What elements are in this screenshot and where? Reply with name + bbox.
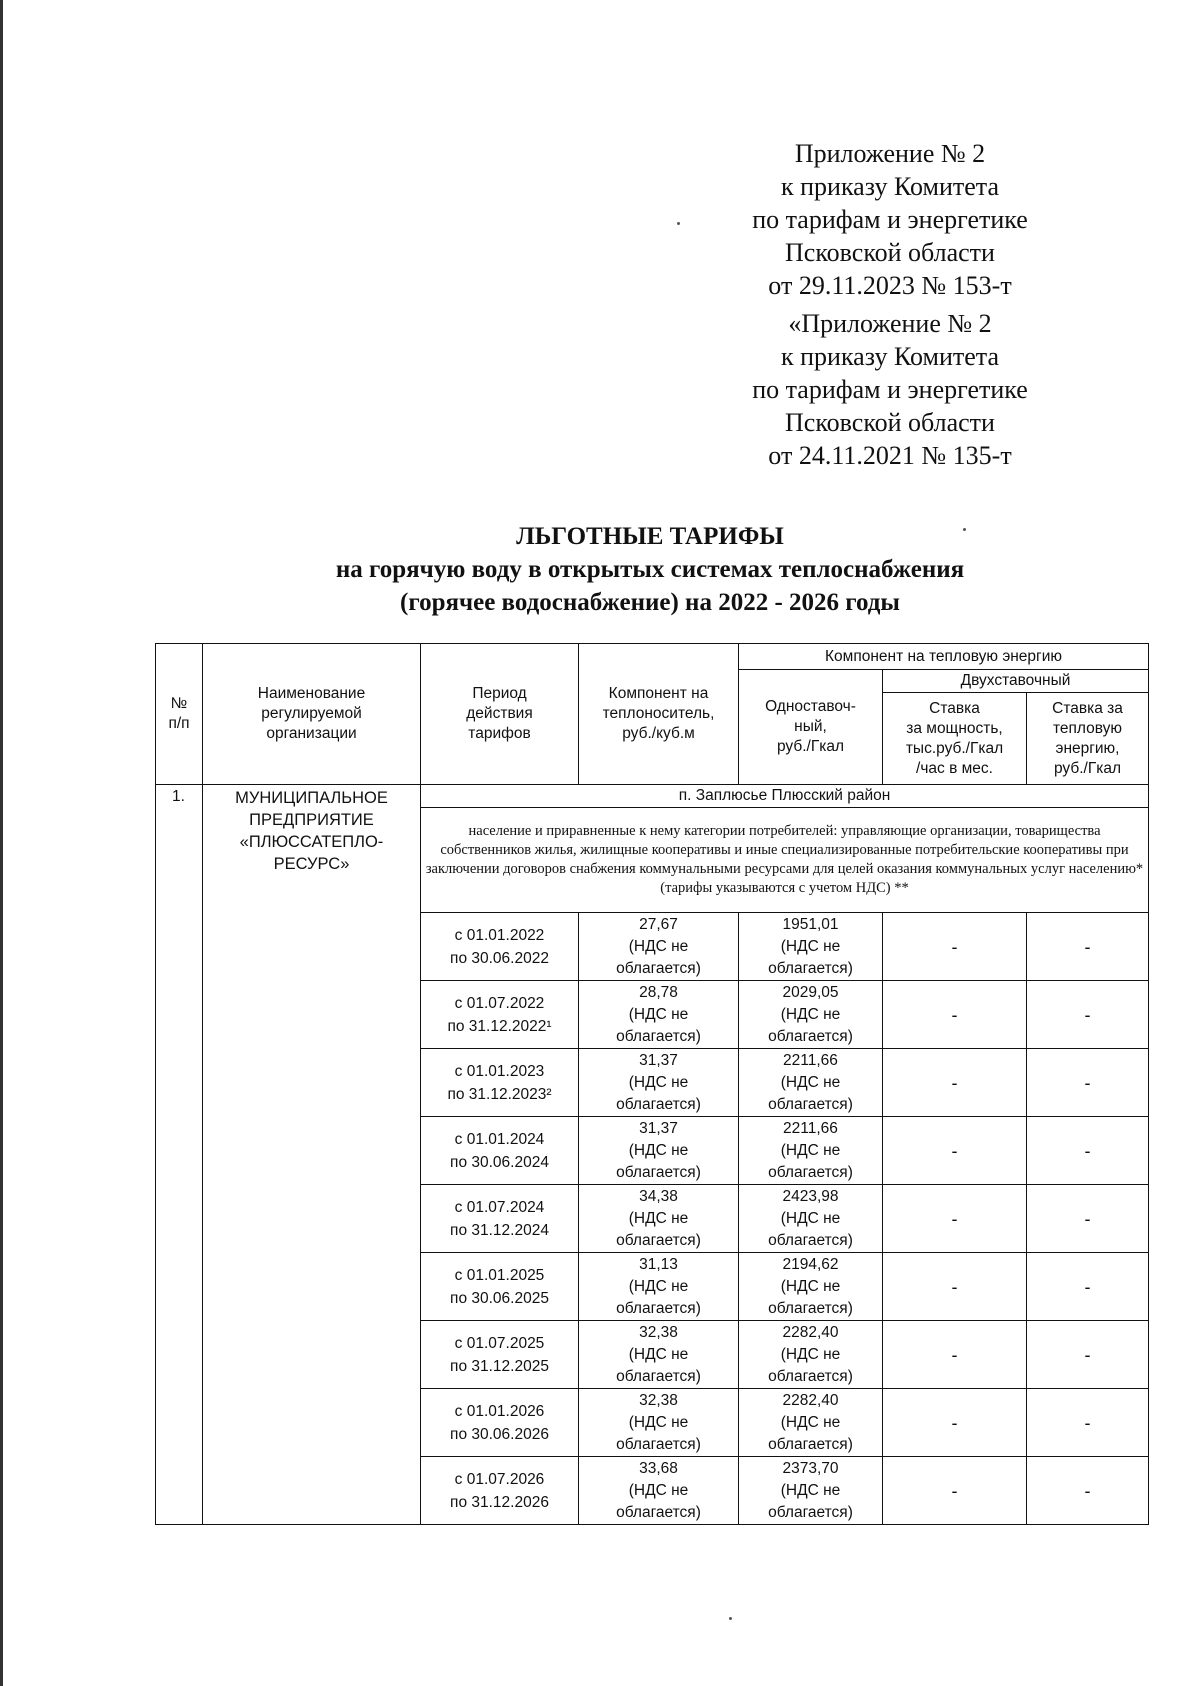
period-to: по 31.12.2022¹: [447, 1017, 552, 1035]
vat-note: (НДС не: [628, 1413, 689, 1431]
period-from: с 01.01.2026: [454, 1402, 545, 1420]
vat-note: (НДС не: [628, 1073, 689, 1091]
carrier-value-cell: [579, 1185, 739, 1253]
vat-note: облагается): [616, 1027, 701, 1045]
single-rate-value: 2029,05: [782, 983, 839, 1001]
vat-note: (НДС не: [780, 1209, 841, 1227]
capacity-rate-value: -: [883, 1185, 1027, 1253]
single-rate-value: 2194,62: [782, 1255, 839, 1273]
capacity-rate-value: -: [883, 1321, 1027, 1389]
title-line: на горячую воду в открытых системах теплоснабжения: [335, 556, 965, 583]
single-rate-value-cell: [739, 1253, 883, 1321]
carrier-value-cell: [579, 1457, 739, 1525]
carrier-value-cell: [579, 913, 739, 981]
single-rate-value: 2211,66: [783, 1119, 838, 1137]
organization-name: МУНИЦИПАЛЬНОЕ ПРЕДПРИЯТИЕ «ПЛЮССАТЕПЛО-РЕСУРС»: [203, 785, 421, 1525]
vat-note: облагается): [768, 1299, 853, 1317]
period-to: по 31.12.2026: [450, 1493, 549, 1511]
capacity-rate-value: -: [883, 1049, 1027, 1117]
carrier-value-cell: [579, 1389, 739, 1457]
scan-left-edge: [0, 0, 3, 1686]
capacity-rate-value: -: [883, 1117, 1027, 1185]
single-rate-value-cell: [739, 1389, 883, 1457]
appendix-line: по тарифам и энергетике: [752, 375, 1028, 404]
single-rate-value-cell: [739, 913, 883, 981]
vat-note: облагается): [768, 1367, 853, 1385]
appendix-line: к приказу Комитета: [780, 172, 999, 201]
single-rate-value-cell: [739, 1321, 883, 1389]
period-to: по 30.06.2022: [450, 949, 549, 967]
period-to: по 31.12.2023²: [447, 1085, 552, 1103]
vat-note: (НДС не: [628, 937, 689, 955]
vat-note: (НДС не: [780, 1141, 841, 1159]
period-cell: [421, 1321, 579, 1389]
carrier-value: 27,67: [639, 915, 678, 933]
vat-note: облагается): [768, 1163, 853, 1181]
vat-note: облагается): [616, 1503, 701, 1521]
carrier-value-cell: [579, 1253, 739, 1321]
vat-note: (НДС не: [628, 1481, 689, 1499]
period-from: с 01.07.2026: [454, 1470, 545, 1488]
period-from: с 01.01.2023: [454, 1062, 545, 1080]
capacity-rate-value: -: [883, 981, 1027, 1049]
capacity-rate-value: -: [883, 913, 1027, 981]
energy-rate-value: -: [1027, 1049, 1149, 1117]
vat-note: (НДС не: [628, 1141, 689, 1159]
period-to: по 30.06.2024: [450, 1153, 549, 1171]
period-from: с 01.01.2025: [454, 1266, 545, 1284]
carrier-value-cell: [579, 1321, 739, 1389]
carrier-value-cell: [579, 1117, 739, 1185]
period-cell: [421, 1117, 579, 1185]
header-carrier-component: Компонент на теплоноситель, руб./куб.м: [579, 644, 739, 785]
period-from: с 01.07.2022: [454, 994, 545, 1012]
appendix-line: Приложение № 2: [794, 139, 986, 168]
vat-note: (НДС не: [780, 1005, 841, 1023]
single-rate-value: 2423,98: [782, 1187, 839, 1205]
carrier-value: 34,38: [639, 1187, 678, 1205]
vat-note: (НДС не: [628, 1209, 689, 1227]
vat-note: (НДС не: [780, 1345, 841, 1363]
period-cell: [421, 1457, 579, 1525]
scan-speck: [729, 1617, 732, 1620]
carrier-value-cell: [579, 1049, 739, 1117]
single-rate-value-cell: [739, 1457, 883, 1525]
vat-note: облагается): [768, 1095, 853, 1113]
header-two-rate: Двухставочный: [883, 670, 1149, 693]
carrier-value: 33,68: [639, 1459, 678, 1477]
energy-rate-value: -: [1027, 981, 1149, 1049]
single-rate-value: 2282,40: [782, 1323, 839, 1341]
header-period: Период действия тарифов: [421, 644, 579, 785]
vat-note: (НДС не: [780, 1073, 841, 1091]
appendix-line: «Приложение № 2: [788, 309, 992, 338]
carrier-value: 32,38: [639, 1391, 678, 1409]
header-capacity-rate: Ставка за мощность, тыс.руб./Гкал /час в мес.: [883, 693, 1027, 785]
vat-note: облагается): [768, 959, 853, 977]
vat-note: (НДС не: [780, 1481, 841, 1499]
vat-note: облагается): [616, 1163, 701, 1181]
carrier-value: 32,38: [639, 1323, 678, 1341]
period-cell: [421, 1185, 579, 1253]
header-organization: Наименование регулируемой организации: [203, 644, 421, 785]
vat-note: (НДС не: [780, 1277, 841, 1295]
appendix-line: по тарифам и энергетике: [752, 205, 1028, 234]
vat-note: облагается): [616, 959, 701, 977]
energy-rate-value: -: [1027, 1253, 1149, 1321]
period-cell: [421, 1049, 579, 1117]
carrier-value: 31,13: [639, 1255, 678, 1273]
period-from: с 01.07.2024: [454, 1198, 545, 1216]
appendix-header-quoted: [700, 307, 1080, 472]
single-rate-value-cell: [739, 1117, 883, 1185]
single-rate-value: 2373,70: [782, 1459, 839, 1477]
header-energy-rate: Ставка за тепловую энергию, руб./Гкал: [1027, 693, 1149, 785]
row-number: 1.: [156, 785, 203, 1525]
energy-rate-value: -: [1027, 1457, 1149, 1525]
vat-note: (НДС не: [628, 1277, 689, 1295]
period-cell: [421, 1253, 579, 1321]
period-to: по 31.12.2024: [450, 1221, 549, 1239]
capacity-rate-value: -: [883, 1457, 1027, 1525]
vat-note: облагается): [768, 1027, 853, 1045]
tariff-table: [155, 643, 1149, 1525]
carrier-value: 31,37: [639, 1051, 678, 1069]
document-title: [150, 520, 1150, 619]
single-rate-value-cell: [739, 981, 883, 1049]
period-from: с 01.07.2025: [454, 1334, 545, 1352]
carrier-value-cell: [579, 981, 739, 1049]
period-to: по 30.06.2026: [450, 1425, 549, 1443]
appendix-line: Псковской области: [785, 408, 995, 437]
appendix-line: от 24.11.2021 № 135-т: [768, 441, 1012, 470]
scan-speck: [677, 222, 680, 225]
title-line: ЛЬГОТНЫЕ ТАРИФЫ: [516, 523, 784, 550]
period-cell: [421, 981, 579, 1049]
energy-rate-value: -: [1027, 913, 1149, 981]
vat-note: облагается): [616, 1299, 701, 1317]
single-rate-value-cell: [739, 1185, 883, 1253]
appendix-line: от 29.11.2023 № 153-т: [768, 271, 1012, 300]
vat-note: облагается): [616, 1367, 701, 1385]
vat-note: (НДС не: [780, 1413, 841, 1431]
locality: п. Заплюсье Плюсский район: [421, 785, 1149, 808]
energy-rate-value: -: [1027, 1117, 1149, 1185]
header-num: № п/п: [156, 644, 203, 785]
appendix-header-current: [700, 137, 1080, 302]
period-to: по 30.06.2025: [450, 1289, 549, 1307]
period-cell: [421, 1389, 579, 1457]
period-cell: [421, 913, 579, 981]
vat-note: облагается): [616, 1231, 701, 1249]
capacity-rate-value: -: [883, 1253, 1027, 1321]
consumer-category: население и приравненные к нему категории потребителей: управляющие организации, товарищества собственников жилья, жилищные кооперативы и иные специализированные потребительские кооперативы при заключении договоров снабжения коммунальными ресурсами для целей оказания коммунальных услуг населению* (тарифы указываются с учетом НДС) **: [421, 808, 1149, 913]
appendix-line: к приказу Комитета: [780, 342, 999, 371]
single-rate-value: 1951,01: [782, 915, 839, 933]
vat-note: (НДС не: [628, 1005, 689, 1023]
period-to: по 31.12.2025: [450, 1357, 549, 1375]
vat-note: облагается): [768, 1503, 853, 1521]
appendix-line: Псковской области: [785, 238, 995, 267]
period-from: с 01.01.2024: [454, 1130, 545, 1148]
period-from: с 01.01.2022: [454, 926, 545, 944]
energy-rate-value: -: [1027, 1389, 1149, 1457]
carrier-value: 28,78: [639, 983, 678, 1001]
header-heat-component: Компонент на тепловую энергию: [739, 644, 1149, 670]
energy-rate-value: -: [1027, 1321, 1149, 1389]
single-rate-value: 2211,66: [783, 1051, 838, 1069]
header-single-rate: Одноставоч- ный, руб./Гкал: [739, 670, 883, 785]
vat-note: облагается): [616, 1435, 701, 1453]
capacity-rate-value: -: [883, 1389, 1027, 1457]
vat-note: облагается): [768, 1435, 853, 1453]
carrier-value: 31,37: [639, 1119, 678, 1137]
title-line: (горячее водоснабжение) на 2022 - 2026 годы: [400, 589, 900, 616]
energy-rate-value: -: [1027, 1185, 1149, 1253]
vat-note: облагается): [616, 1095, 701, 1113]
single-rate-value: 2282,40: [782, 1391, 839, 1409]
vat-note: облагается): [768, 1231, 853, 1249]
vat-note: (НДС не: [780, 937, 841, 955]
vat-note: (НДС не: [628, 1345, 689, 1363]
single-rate-value-cell: [739, 1049, 883, 1117]
